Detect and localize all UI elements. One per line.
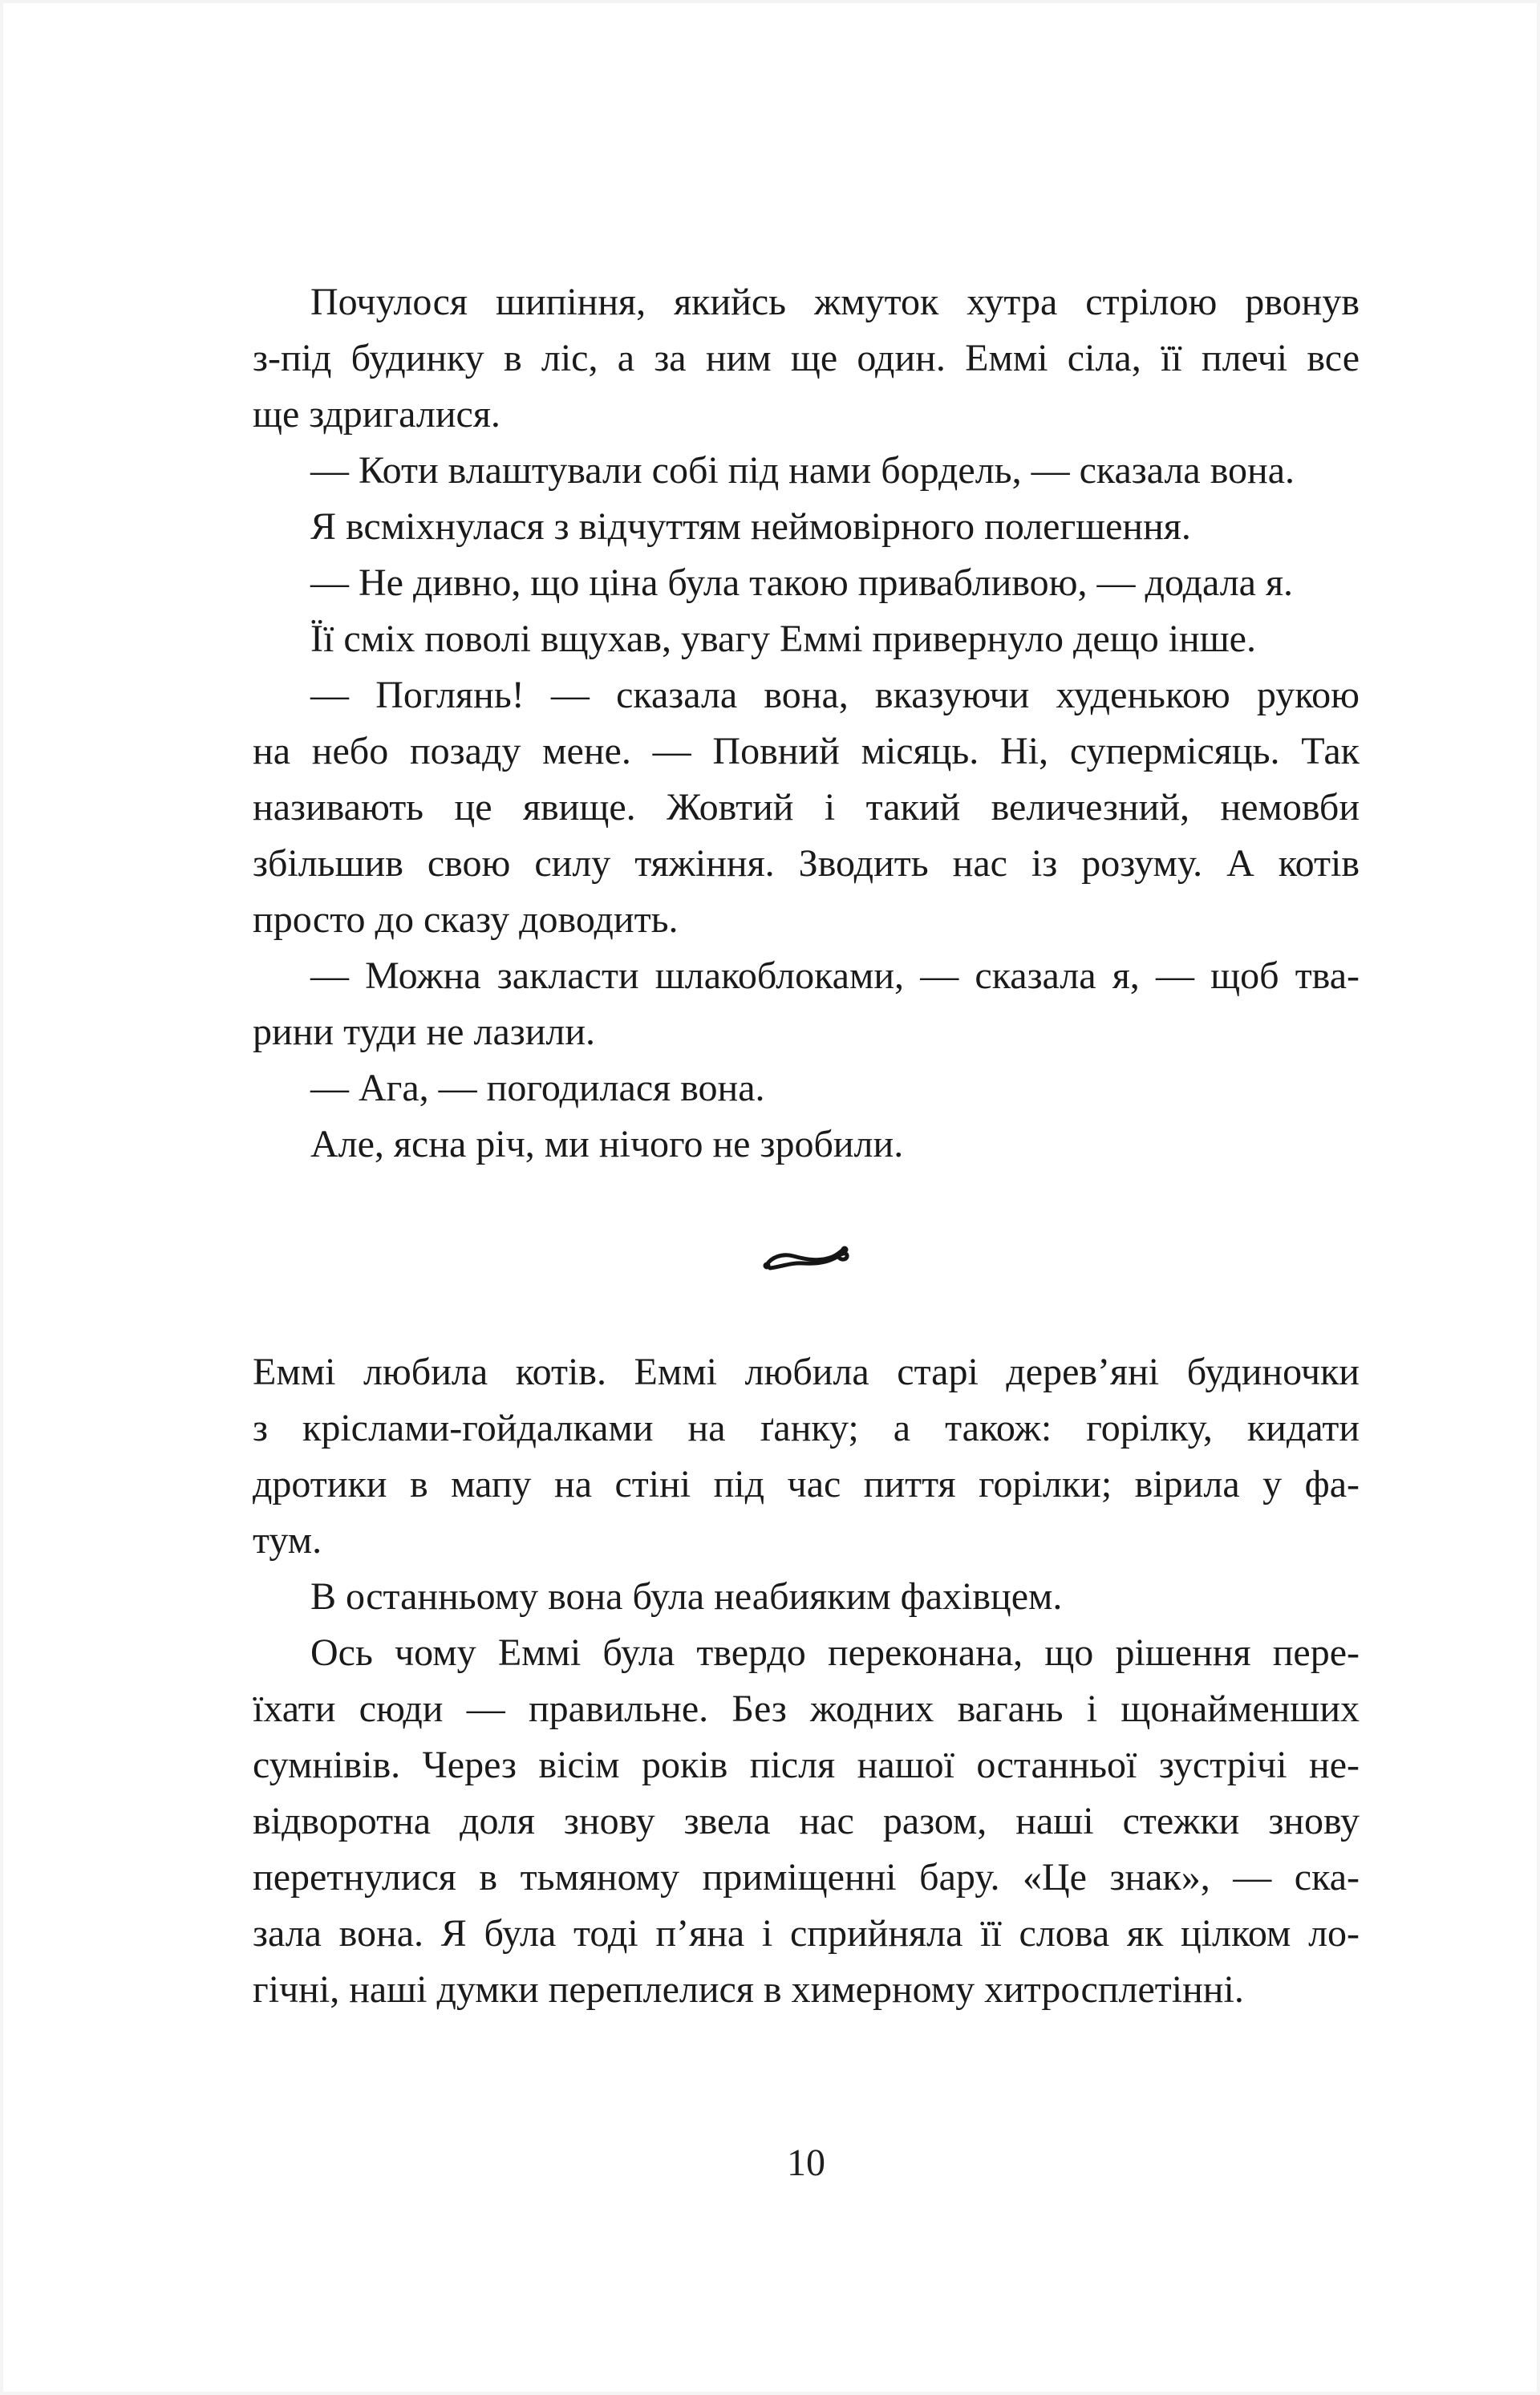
text-line: рини туди не лазили. (253, 1011, 596, 1053)
text-line: дротики в мапу на стіні під час пиття горілки; вірила у фа- (253, 1463, 1360, 1505)
text-line: — Ага, — погодилася вона. (310, 1067, 765, 1109)
page-number: 10 (787, 2142, 825, 2184)
paragraph (253, 1344, 1360, 1569)
text-line: на небо позаду мене. — Повний місяць. Ні, супермісяць. Так (253, 730, 1360, 772)
text-line: Почулося шипіння, якийсь жмуток хутра стрілою рвонув (310, 281, 1360, 323)
text-line: В останньому вона була неабияким фахівцем. (310, 1575, 1063, 1618)
text-line: тум. (253, 1519, 322, 1562)
scene-break-ornament (253, 1241, 1360, 1273)
text-line: Її сміх поволі вщухав, увагу Еммі привернуло дещо інше. (310, 618, 1256, 660)
text-line: з кріслами-гойдалками на ґанку; а також: горілку, кидати (253, 1407, 1360, 1449)
page-text-block (253, 274, 1360, 2018)
paragraph (253, 611, 1360, 667)
paragraph (253, 1060, 1360, 1116)
text-line: Але, ясна річ, ми нічого не зробили. (310, 1123, 904, 1165)
paragraph (253, 667, 1360, 948)
text-line: просто до сказу доводить. (253, 898, 679, 941)
swash-ornament-icon (758, 1241, 854, 1273)
text-line: Ось чому Еммі була твердо переконана, що рішення пере- (310, 1631, 1360, 1674)
text-line: Еммі любила котів. Еммі любила старі дерев’яні будиночки (253, 1351, 1360, 1393)
text-line: гічні, наші думки переплелися в химерному хитросплетінні. (253, 1968, 1244, 2011)
paragraph (253, 555, 1360, 611)
text-line: сумнівів. Через вісім років після нашої останньої зустрічі не- (253, 1744, 1360, 1786)
text-line: зала вона. Я була тоді п’яна і сприйняла її слова як цілком ло- (253, 1912, 1360, 1955)
paragraph (253, 443, 1360, 499)
paragraph (253, 1625, 1360, 2018)
paragraph (253, 499, 1360, 555)
text-line: — Поглянь! — сказала вона, вказуючи худенькою рукою (310, 674, 1360, 716)
paragraph (253, 274, 1360, 443)
paragraph (253, 1569, 1360, 1625)
text-line: з-під будинку в ліс, а за ним ще один. Еммі сіла, її плечі все (253, 337, 1360, 379)
text-line: — Не дивно, що ціна була такою привабливою, — додала я. (310, 561, 1294, 604)
paragraph (253, 1116, 1360, 1173)
text-line: збільшив свою силу тяжіння. Зводить нас із розуму. А котів (253, 842, 1360, 885)
text-line: перетнулися в тьмяному приміщенні бару. «Це знак», — ска- (253, 1856, 1360, 1899)
text-line: — Можна закласти шлакоблоками, — сказала я, — щоб тва- (310, 954, 1360, 997)
text-line: їхати сюди — правильне. Без жодних вагань і щонайменших (253, 1688, 1360, 1730)
paragraph (253, 948, 1360, 1060)
text-line: відворотна доля знову звела нас разом, наші стежки знову (253, 1800, 1360, 1842)
text-line: ще здригалися. (253, 393, 500, 436)
text-line: Я всміхнулася з відчуттям неймовірного полегшення. (310, 505, 1191, 548)
text-line: — Коти влаштували собі під нами бордель, — сказала вона. (310, 449, 1295, 492)
text-line: називають це явище. Жовтий і такий величезний, немовби (253, 786, 1360, 829)
